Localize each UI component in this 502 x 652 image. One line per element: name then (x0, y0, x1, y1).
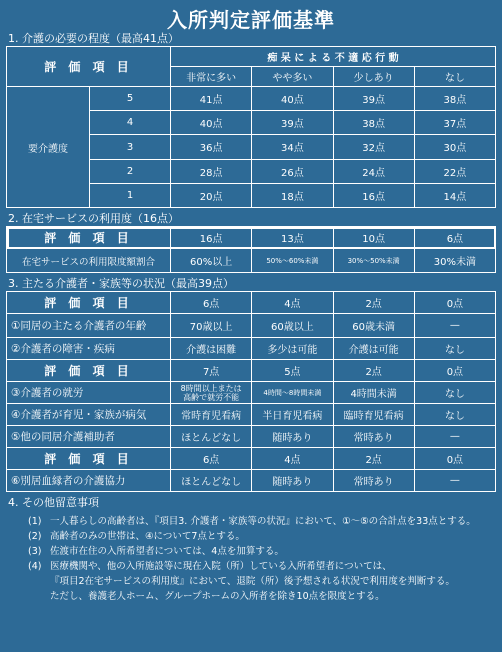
score-cell: 37点 (415, 111, 496, 135)
points-cell: 6点 (171, 292, 252, 314)
cell (171, 382, 252, 404)
level-5: 5 (90, 87, 170, 111)
cell-line: 8時間以上または (180, 383, 242, 393)
cell: ほとんどなし (171, 470, 252, 492)
points-cell: 6点 (415, 227, 496, 249)
score-cell: 14点 (415, 184, 496, 208)
col-header: やや多い (252, 67, 333, 87)
points-cell: 7点 (171, 360, 252, 382)
cell: 常時育児看病 (171, 404, 252, 426)
note-number: (2) (28, 531, 42, 542)
note-text: 高齢者のみの世帯は、④について7点とする。 (50, 531, 245, 542)
score-cell: 28点 (171, 160, 252, 184)
notes-list (0, 514, 502, 604)
cell-line: 高齢で就労不能 (183, 392, 240, 402)
points-cell: 4点 (252, 448, 333, 470)
item-header: 評 価 項 目 (7, 448, 171, 470)
level-3: 3 (90, 135, 170, 159)
row-label: ①同居の主たる介護者の年齢 (7, 314, 171, 338)
score-cell: 18点 (252, 184, 333, 208)
note-text: 佐渡市在住の入所希望者については、4点を加算する。 (50, 546, 284, 557)
cell: — (415, 314, 496, 338)
care-level-cell (7, 87, 171, 208)
score-cell: 26点 (252, 160, 333, 184)
section-3-heading: 3. 主たる介護者・家族等の状況（最高39点） (8, 277, 234, 290)
cell: — (415, 470, 496, 492)
points-cell: 4点 (252, 292, 333, 314)
points-cell: 5点 (252, 360, 333, 382)
note-item (28, 559, 502, 574)
cell: 4時間未満 (334, 382, 415, 404)
home-service-table (6, 226, 496, 273)
cell: なし (415, 382, 496, 404)
cell: なし (415, 338, 496, 360)
usage-cell: 60%以上 (171, 249, 252, 273)
score-cell: 22点 (415, 160, 496, 184)
cell: なし (415, 404, 496, 426)
note-item (28, 514, 502, 529)
cell: 4時間～8時間未満 (252, 382, 333, 404)
score-cell: 34点 (252, 135, 333, 159)
note-item (28, 544, 502, 559)
cell: 介護は可能 (334, 338, 415, 360)
points-cell: 0点 (415, 292, 496, 314)
points-cell: 13点 (252, 227, 333, 249)
row-label: ③介護者の就労 (7, 382, 171, 404)
col-header: 少しあり (334, 67, 415, 87)
usage-cell: 30%未満 (415, 249, 496, 273)
row-label: ⑤他の同居介護補助者 (7, 426, 171, 448)
score-cell: 40点 (171, 111, 252, 135)
cell: 臨時育児看病 (334, 404, 415, 426)
points-cell: 6点 (171, 448, 252, 470)
cell: 随時あり (252, 470, 333, 492)
caregiver-table (6, 291, 496, 492)
points-cell: 0点 (415, 360, 496, 382)
col-header: なし (415, 67, 496, 87)
score-cell: 32点 (334, 135, 415, 159)
cell: 介護は困難 (171, 338, 252, 360)
cell: 常時あり (334, 426, 415, 448)
section-4-heading: 4. その他留意事項 (8, 496, 99, 509)
item-header: 評 価 項 目 (7, 360, 171, 382)
score-cell: 20点 (171, 184, 252, 208)
note-continuation: ただし、養護老人ホーム、グループホームの入所者を除き10点を限度とする。 (50, 591, 385, 602)
note-number: (1) (28, 516, 42, 527)
level-1: 1 (126, 189, 134, 201)
usage-cell: 30%～50%未満 (334, 249, 415, 273)
cell: 60歳以上 (252, 314, 333, 338)
cell: 半日育児看病 (252, 404, 333, 426)
level-2: 2 (90, 160, 170, 184)
score-cell: 24点 (334, 160, 415, 184)
cell: 常時あり (334, 470, 415, 492)
item-header: 評 価 項 目 (7, 227, 171, 249)
cell: — (415, 426, 496, 448)
score-cell: 39点 (334, 87, 415, 111)
note-number: (3) (28, 546, 42, 557)
note-text: 医療機関や、他の入所施設等に現在入院（所）している入所希望者については、 (50, 561, 392, 572)
note-number: (4) (28, 561, 42, 572)
care-need-table (6, 46, 496, 208)
points-cell: 2点 (334, 292, 415, 314)
points-cell: 2点 (334, 360, 415, 382)
note-text: 一人暮らしの高齢者は、『項目3. 介護者・家族等の状況』において、①～⑤の合計点を33点とする。 (50, 516, 476, 527)
cell: 随時あり (252, 426, 333, 448)
row-label: ⑥別居血縁者の介護協力 (7, 470, 171, 492)
service-usage-label: 在宅サービスの利用限度額割合 (7, 249, 171, 273)
score-cell: 41点 (171, 87, 252, 111)
cell: 60歳未満 (334, 314, 415, 338)
score-cell: 39点 (252, 111, 333, 135)
score-cell: 36点 (171, 135, 252, 159)
cell: ほとんどなし (171, 426, 252, 448)
item-header: 評 価 項 目 (7, 292, 171, 314)
row-label: ④介護者が育児・家族が病気 (7, 404, 171, 426)
section-1-heading: 1. 介護の必要の程度（最高41点） (8, 32, 179, 45)
col-header: 非常に多い (171, 67, 252, 87)
item-header: 評 価 項 目 (7, 47, 171, 87)
cell: 70歳以上 (171, 314, 252, 338)
score-cell: 38点 (334, 111, 415, 135)
dementia-header: 痴 呆 に よ る 不 適 応 行 動 (171, 47, 496, 67)
score-cell: 16点 (334, 184, 415, 208)
page-title: 入所判定評価基準 (167, 8, 335, 32)
usage-cell: 50%～60%未満 (252, 249, 333, 273)
note-item (28, 529, 502, 544)
level-4: 4 (90, 111, 170, 135)
score-cell: 38点 (415, 87, 496, 111)
score-cell: 40点 (252, 87, 333, 111)
note-continuation: 『項目2在宅サービスの利用度』において、退院（所）後予想される状況で利用度を判断する。 (50, 576, 455, 587)
section-2-heading: 2. 在宅サービスの利用度（16点） (8, 212, 179, 225)
points-cell: 0点 (415, 448, 496, 470)
points-cell: 10点 (334, 227, 415, 249)
care-level-label: 要介護度 (7, 87, 90, 207)
cell: 多少は可能 (252, 338, 333, 360)
score-cell: 30点 (415, 135, 496, 159)
row-label: ②介護者の障害・疾病 (7, 338, 171, 360)
points-cell: 2点 (334, 448, 415, 470)
points-cell: 16点 (171, 227, 252, 249)
